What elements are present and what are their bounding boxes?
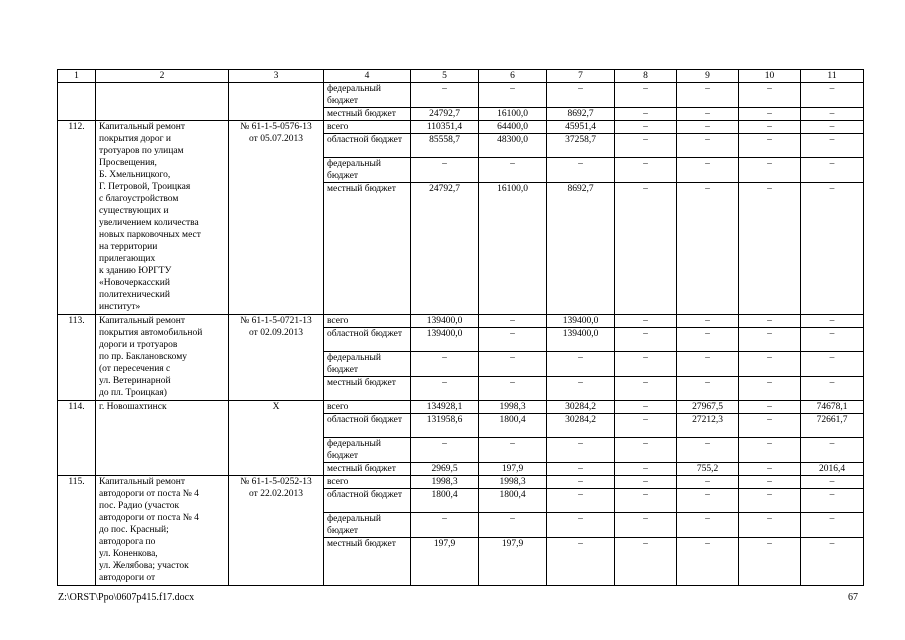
value-cell: – bbox=[547, 476, 615, 489]
value-cell: – bbox=[547, 513, 615, 538]
description-line: автодороги от bbox=[99, 573, 156, 583]
description-line: пос. Радио (участок bbox=[99, 501, 180, 511]
document-cell bbox=[229, 401, 324, 476]
value-cell: 64400,0 bbox=[479, 121, 547, 134]
value-cell: 30284,2 bbox=[547, 414, 615, 438]
description-line: ул. Коненкова, bbox=[99, 549, 158, 559]
description-cell bbox=[96, 315, 229, 401]
value-cell: – bbox=[739, 108, 801, 121]
value-cell: – bbox=[615, 183, 677, 315]
value-cell: 1998,3 bbox=[479, 476, 547, 489]
description-line: увеличением количества bbox=[99, 218, 199, 228]
value-cell: – bbox=[677, 134, 739, 158]
value-cell: 72661,7 bbox=[801, 414, 864, 438]
value-cell: – bbox=[801, 183, 864, 315]
value-cell: – bbox=[411, 352, 479, 377]
value-cell: – bbox=[739, 414, 801, 438]
document-date: от 22.02.2013 bbox=[249, 489, 303, 499]
budget-label: областной бюджет bbox=[324, 328, 411, 352]
value-cell: 24792,7 bbox=[411, 183, 479, 315]
value-cell: 16100,0 bbox=[479, 108, 547, 121]
document-number: Х bbox=[272, 402, 280, 412]
budget-label: федеральный бюджет bbox=[324, 438, 411, 463]
budget-label: местный бюджет bbox=[324, 377, 411, 401]
document-cell bbox=[229, 83, 324, 121]
value-cell: – bbox=[801, 121, 864, 134]
value-cell: – bbox=[615, 134, 677, 158]
value-cell: – bbox=[479, 513, 547, 538]
value-cell: – bbox=[615, 108, 677, 121]
value-cell: 8692,7 bbox=[547, 183, 615, 315]
value-cell: – bbox=[479, 377, 547, 401]
value-cell: – bbox=[801, 513, 864, 538]
description-line: Капитальный ремонт bbox=[99, 316, 186, 326]
value-cell: 74678,1 bbox=[801, 401, 864, 414]
value-cell: – bbox=[479, 352, 547, 377]
budget-label: местный бюджет bbox=[324, 463, 411, 476]
value-cell: – bbox=[677, 538, 739, 586]
value-cell: – bbox=[739, 121, 801, 134]
value-cell: – bbox=[615, 121, 677, 134]
value-cell: – bbox=[739, 328, 801, 352]
value-cell: – bbox=[801, 108, 864, 121]
value-cell: – bbox=[739, 538, 801, 586]
value-cell: – bbox=[547, 538, 615, 586]
description-line: г. Новошахтинск bbox=[99, 402, 167, 412]
budget-label: местный бюджет bbox=[324, 183, 411, 315]
header-cell: 5 bbox=[411, 70, 479, 83]
value-cell: – bbox=[615, 476, 677, 489]
header-cell: 8 bbox=[615, 70, 677, 83]
value-cell: 1800,4 bbox=[411, 489, 479, 513]
description-line: дороги и тротуаров bbox=[99, 340, 178, 350]
table-row bbox=[58, 315, 864, 328]
value-cell: – bbox=[677, 377, 739, 401]
value-cell: 139400,0 bbox=[547, 315, 615, 328]
value-cell: – bbox=[677, 513, 739, 538]
header-cell: 9 bbox=[677, 70, 739, 83]
budget-table bbox=[57, 69, 864, 586]
value-cell: 2016,4 bbox=[801, 463, 864, 476]
budget-label: всего bbox=[324, 315, 411, 328]
value-cell: 27212,3 bbox=[677, 414, 739, 438]
description-line: Капитальный ремонт bbox=[99, 477, 186, 487]
document-cell bbox=[229, 121, 324, 315]
header-cell: 3 bbox=[229, 70, 324, 83]
value-cell: – bbox=[739, 463, 801, 476]
description-line: покрытия дорог и bbox=[99, 134, 172, 144]
table-row bbox=[58, 401, 864, 414]
value-cell: 24792,7 bbox=[411, 108, 479, 121]
value-cell: 1998,3 bbox=[411, 476, 479, 489]
header-cell: 11 bbox=[801, 70, 864, 83]
value-cell: – bbox=[547, 352, 615, 377]
value-cell: – bbox=[739, 315, 801, 328]
header-cell: 1 bbox=[58, 70, 96, 83]
value-cell: – bbox=[677, 108, 739, 121]
header-cell: 7 bbox=[547, 70, 615, 83]
value-cell: – bbox=[677, 183, 739, 315]
description-line: автодорога по bbox=[99, 537, 156, 547]
document-cell bbox=[229, 315, 324, 401]
document-number: № 61-1-5-0252-13 bbox=[240, 477, 312, 487]
value-cell: – bbox=[801, 134, 864, 158]
value-cell: – bbox=[615, 352, 677, 377]
value-cell: – bbox=[479, 83, 547, 108]
value-cell: – bbox=[739, 352, 801, 377]
document-date: от 02.09.2013 bbox=[249, 328, 303, 338]
value-cell: – bbox=[801, 315, 864, 328]
value-cell: – bbox=[739, 438, 801, 463]
value-cell: 30284,2 bbox=[547, 401, 615, 414]
row-number-cell: 112. bbox=[58, 121, 96, 315]
value-cell: – bbox=[547, 83, 615, 108]
description-line: автодороги от поста № 4 bbox=[99, 489, 199, 499]
description-line: Просвещения, bbox=[99, 158, 157, 168]
value-cell: – bbox=[677, 438, 739, 463]
row-number-cell: 114. bbox=[58, 401, 96, 476]
value-cell: – bbox=[801, 489, 864, 513]
value-cell: – bbox=[615, 83, 677, 108]
description-line: (от пересечения с bbox=[99, 364, 171, 374]
description-line: тротуаров по улицам bbox=[99, 146, 184, 156]
value-cell: – bbox=[801, 83, 864, 108]
description-cell bbox=[96, 476, 229, 586]
value-cell: 197,9 bbox=[479, 538, 547, 586]
row-number-cell bbox=[58, 83, 96, 121]
value-cell: – bbox=[547, 158, 615, 183]
value-cell: – bbox=[479, 328, 547, 352]
value-cell: 139400,0 bbox=[547, 328, 615, 352]
value-cell: 139400,0 bbox=[411, 328, 479, 352]
value-cell: 16100,0 bbox=[479, 183, 547, 315]
value-cell: – bbox=[615, 414, 677, 438]
value-cell: – bbox=[677, 315, 739, 328]
budget-label: областной бюджет bbox=[324, 489, 411, 513]
value-cell: 37258,7 bbox=[547, 134, 615, 158]
value-cell: – bbox=[677, 489, 739, 513]
table-row bbox=[58, 121, 864, 134]
value-cell: 197,9 bbox=[479, 463, 547, 476]
description-line: Б. Хмельницкого, bbox=[99, 170, 171, 180]
description-cell bbox=[96, 83, 229, 121]
value-cell: – bbox=[739, 489, 801, 513]
value-cell: – bbox=[615, 158, 677, 183]
value-cell: – bbox=[411, 377, 479, 401]
value-cell: – bbox=[739, 158, 801, 183]
header-cell: 4 bbox=[324, 70, 411, 83]
value-cell: – bbox=[547, 489, 615, 513]
column-number-row bbox=[58, 70, 864, 83]
page-number: 67 bbox=[848, 592, 858, 603]
value-cell: – bbox=[615, 513, 677, 538]
value-cell: 8692,7 bbox=[547, 108, 615, 121]
budget-label: федеральный бюджет bbox=[324, 83, 411, 108]
value-cell: – bbox=[615, 463, 677, 476]
value-cell: – bbox=[615, 489, 677, 513]
budget-label: всего bbox=[324, 476, 411, 489]
value-cell: – bbox=[739, 401, 801, 414]
value-cell: – bbox=[801, 352, 864, 377]
row-number-cell: 115. bbox=[58, 476, 96, 586]
value-cell: – bbox=[801, 438, 864, 463]
budget-label: местный бюджет bbox=[324, 108, 411, 121]
value-cell: – bbox=[615, 328, 677, 352]
value-cell: 131958,6 bbox=[411, 414, 479, 438]
budget-label: федеральный бюджет bbox=[324, 158, 411, 183]
value-cell: – bbox=[411, 438, 479, 463]
value-cell: – bbox=[739, 377, 801, 401]
value-cell: 85558,7 bbox=[411, 134, 479, 158]
row-number-cell: 113. bbox=[58, 315, 96, 401]
value-cell: – bbox=[739, 83, 801, 108]
value-cell: 45951,4 bbox=[547, 121, 615, 134]
value-cell: – bbox=[801, 476, 864, 489]
value-cell: 139400,0 bbox=[411, 315, 479, 328]
value-cell: – bbox=[677, 121, 739, 134]
description-line: Капитальный ремонт bbox=[99, 122, 186, 132]
value-cell: – bbox=[547, 463, 615, 476]
description-line: прилегающих bbox=[99, 254, 156, 264]
value-cell: 1800,4 bbox=[479, 489, 547, 513]
budget-label: всего bbox=[324, 401, 411, 414]
value-cell: – bbox=[479, 315, 547, 328]
budget-label: местный бюджет bbox=[324, 538, 411, 586]
value-cell: 1800,4 bbox=[479, 414, 547, 438]
value-cell: – bbox=[801, 158, 864, 183]
description-line: на территории bbox=[99, 242, 158, 252]
description-line: ул. Ветеринарной bbox=[99, 376, 171, 386]
budget-label: областной бюджет bbox=[324, 414, 411, 438]
table-row bbox=[58, 476, 864, 489]
budget-label: федеральный бюджет bbox=[324, 513, 411, 538]
value-cell: – bbox=[411, 513, 479, 538]
value-cell: 27967,5 bbox=[677, 401, 739, 414]
value-cell: 2969,5 bbox=[411, 463, 479, 476]
value-cell: – bbox=[615, 401, 677, 414]
value-cell: – bbox=[615, 538, 677, 586]
description-line: «Новочеркасский bbox=[99, 278, 170, 288]
value-cell: – bbox=[677, 328, 739, 352]
table-row bbox=[58, 83, 864, 108]
header-cell: 10 bbox=[739, 70, 801, 83]
document-number: № 61-1-5-0576-13 bbox=[240, 122, 312, 132]
document-number: № 61-1-5-0721-13 bbox=[240, 316, 312, 326]
value-cell: – bbox=[739, 513, 801, 538]
value-cell: – bbox=[739, 134, 801, 158]
value-cell: – bbox=[801, 328, 864, 352]
budget-label: федеральный бюджет bbox=[324, 352, 411, 377]
value-cell: 134928,1 bbox=[411, 401, 479, 414]
value-cell: – bbox=[547, 377, 615, 401]
budget-label: всего bbox=[324, 121, 411, 134]
header-cell: 6 bbox=[479, 70, 547, 83]
value-cell: 197,9 bbox=[411, 538, 479, 586]
description-line: политехнический bbox=[99, 290, 170, 300]
value-cell: – bbox=[411, 158, 479, 183]
description-line: институт» bbox=[99, 302, 141, 312]
table-body bbox=[58, 70, 864, 586]
value-cell: 110351,4 bbox=[411, 121, 479, 134]
value-cell: 48300,0 bbox=[479, 134, 547, 158]
description-line: автодороги от поста № 4 bbox=[99, 513, 199, 523]
value-cell: – bbox=[677, 83, 739, 108]
description-line: покрытия автомобильной bbox=[99, 328, 203, 338]
description-line: к зданию ЮРГТУ bbox=[99, 266, 172, 276]
description-line: по пр. Баклановскому bbox=[99, 352, 187, 362]
description-line: до пл. Троицкая) bbox=[99, 388, 167, 398]
value-cell: – bbox=[479, 438, 547, 463]
description-line: Г. Петровой, Троицкая bbox=[99, 182, 191, 192]
value-cell: – bbox=[677, 158, 739, 183]
description-line: новых парковочных мест bbox=[99, 230, 201, 240]
value-cell: – bbox=[677, 352, 739, 377]
budget-label: областной бюджет bbox=[324, 134, 411, 158]
value-cell: – bbox=[615, 315, 677, 328]
description-cell bbox=[96, 401, 229, 476]
value-cell: 1998,3 bbox=[479, 401, 547, 414]
value-cell: – bbox=[547, 438, 615, 463]
header-cell: 2 bbox=[96, 70, 229, 83]
value-cell: – bbox=[615, 377, 677, 401]
value-cell: – bbox=[739, 476, 801, 489]
value-cell: – bbox=[479, 158, 547, 183]
value-cell: – bbox=[677, 476, 739, 489]
description-cell bbox=[96, 121, 229, 315]
value-cell: – bbox=[801, 377, 864, 401]
footer-file-path: Z:\ORST\Ppo\0607p415.f17.docx bbox=[58, 592, 195, 603]
description-line: существующих и bbox=[99, 206, 169, 216]
value-cell: 755,2 bbox=[677, 463, 739, 476]
document-date: от 05.07.2013 bbox=[249, 134, 303, 144]
value-cell: – bbox=[801, 538, 864, 586]
value-cell: – bbox=[739, 183, 801, 315]
description-line: с благоустройством bbox=[99, 194, 179, 204]
value-cell: – bbox=[615, 438, 677, 463]
description-line: ул. Желябова; участок bbox=[99, 561, 189, 571]
description-line: до пос. Красный; bbox=[99, 525, 169, 535]
value-cell: – bbox=[411, 83, 479, 108]
document-cell bbox=[229, 476, 324, 586]
